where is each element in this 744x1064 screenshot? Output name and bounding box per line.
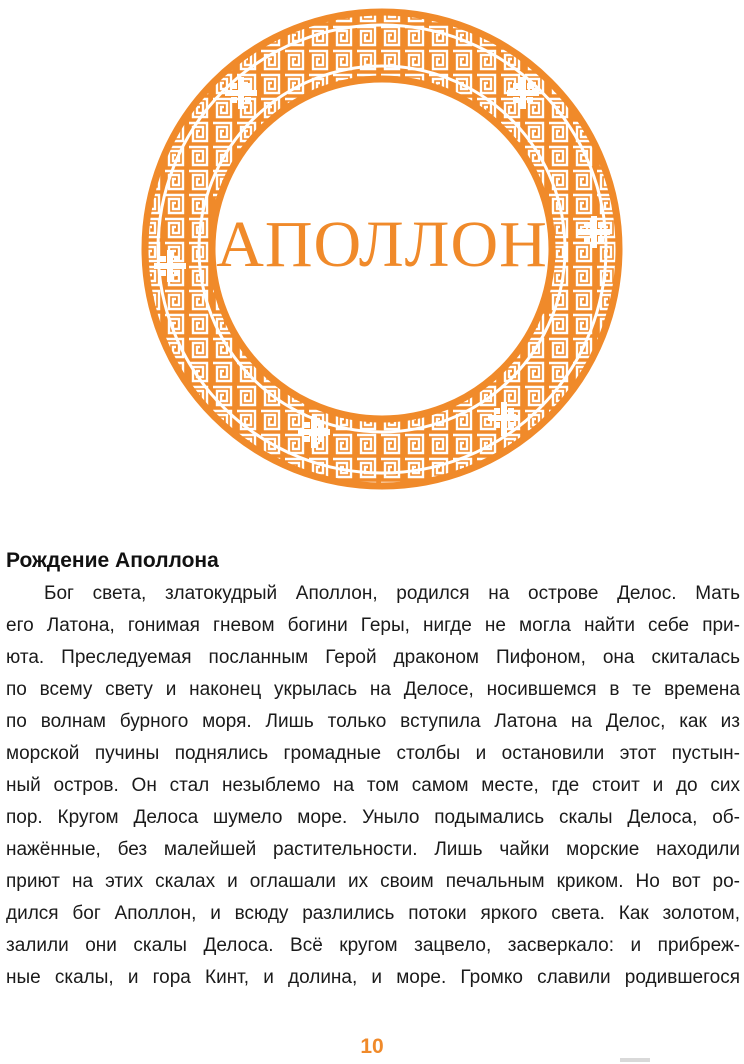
greek-key-emblem — [138, 0, 626, 498]
text-line: его Латона, гонимая гневом богини Геры, нигде не могла найти себе при- — [6, 615, 740, 636]
emblem-title: АПОЛЛОН — [216, 208, 548, 281]
text-line: дился бог Аполлон, и всюду разлились потоки яркого света. Как золотом, — [6, 903, 740, 924]
text-line: ный остров. Он стал незыблемо на том самом месте, где стоит и до сих — [6, 775, 740, 796]
chapter-body — [6, 578, 740, 994]
text-line: залили они скалы Делоса. Всё кругом зацвело, засверкало: и прибреж- — [6, 935, 740, 956]
page-number: 10 — [360, 1035, 384, 1058]
text-line: приют на этих скалах и оглашали их своим печальным криком. Но вот ро- — [6, 871, 740, 892]
chapter-heading: Рождение Аполлона — [6, 549, 219, 572]
text-line: нажённые, без малейшей растительности. Лишь чайки морские находили — [6, 839, 740, 860]
text-line: ные скалы, и гора Кинт, и долина, и море. Громко славили родившегося — [6, 967, 740, 988]
text-line: по волнам бурного моря. Лишь только вступила Латона на Делос, как из — [6, 711, 740, 732]
text-line: по всему свету и наконец укрылась на Делосе, носившемся в те времена — [6, 679, 740, 700]
text-line: юта. Преследуемая посланным Герой драконом Пифоном, она скиталась — [6, 647, 740, 668]
text-line: морской пучины поднялись громадные столбы и остановили этот пустын- — [6, 743, 740, 764]
corner-mark — [620, 1058, 650, 1062]
text-line: Бог света, златокудрый Аполлон, родился на острове Делос. Мать — [44, 583, 740, 604]
text-line: пор. Кругом Делоса шумело море. Уныло подымались скалы Делоса, об- — [6, 807, 740, 828]
